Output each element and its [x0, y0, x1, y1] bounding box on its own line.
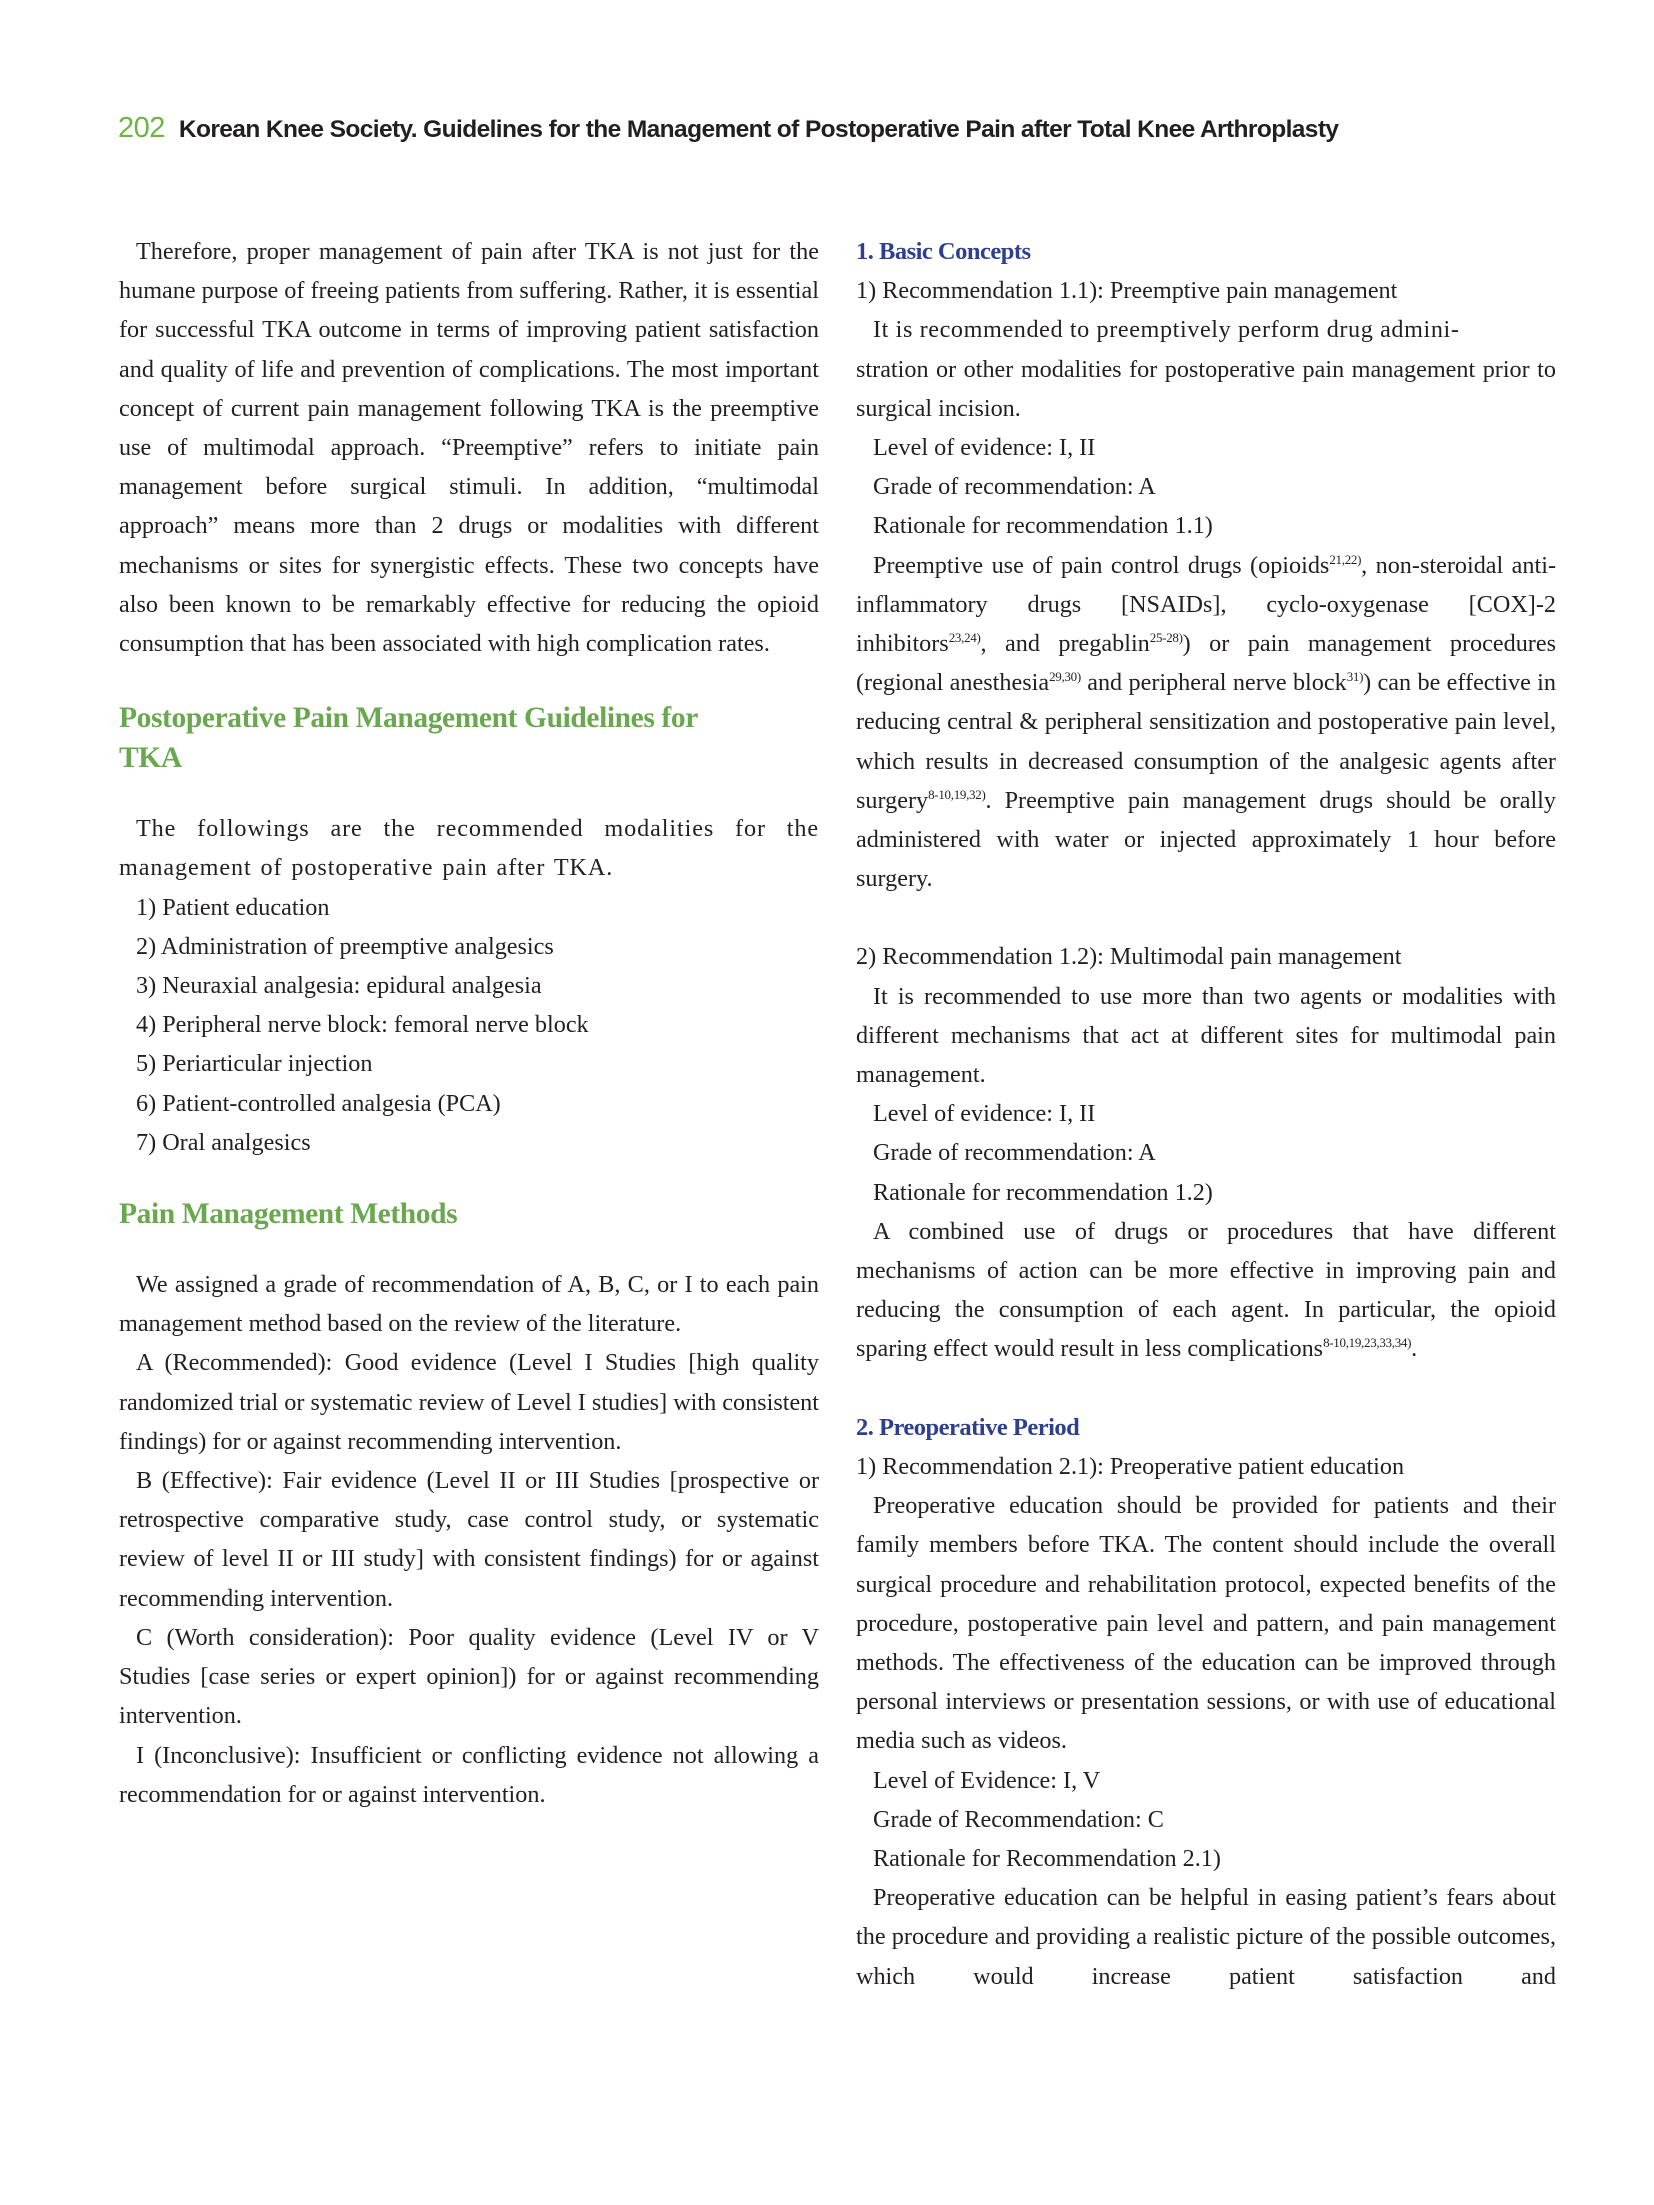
recommendation-2-1-statement: Preoperative education should be provided for patients and their family members before TKA. The content should include the overall surgical procedure and rehabilitation protocol, expected benefits of the procedure, postoperative pain level and pattern, and pain management methods. The effectiveness of the education can be improved through personal interviews or presentation sessions, or with use of educational media such as videos.: [856, 1492, 1556, 1755]
modality-item: 5) Periarticular injection: [136, 1050, 373, 1078]
rationale-text: A combined use of drugs or procedures that have different mechanisms of action can be more effective in improving pain and reducing the consumption of each agent. In particular, the opioid sparing effect would result in less complications: [856, 1217, 1556, 1363]
running-title: Korean Knee Society. Guidelines for the Management of Postoperative Pain after Total Knee Arthroplasty: [178, 116, 1339, 143]
recommendation-1-2-title: 2) Recommendation 1.2): Multimodal pain management: [856, 943, 1402, 971]
intro-paragraph: Therefore, proper management of pain after TKA is not just for the humane purpose of freeing patients from suffering. Rather, it is essential for successful TKA outcome in terms of improving patient satisfaction and quality of life and prevention of complications. The most important concept of current pain management following TKA is the preemptive use of multimodal approach. “Preemptive” refers to initiate pain management before surgical stimuli. In addition, “multimodal approach” means more than 2 drugs or modalities with different mechanisms or sites for synergistic effects. These two concepts have also been known to be remarkably effective for reducing the opioid consumption that has been associated with high complication rates.: [119, 238, 819, 658]
rationale-text: ) or pain management procedures (regional anesthesia: [856, 630, 1557, 697]
modality-item: 7) Oral analgesics: [136, 1128, 311, 1156]
rationale-label-1-1: Rationale for recommendation 1.1): [873, 512, 1213, 540]
grade-i-definition: I (Inconclusive): Insufficient or conflicting evidence not allowing a recommendation for or against intervention.: [119, 1741, 819, 1808]
rationale-text: Preemptive use of pain control drugs (opioids: [873, 551, 1330, 579]
modality-item: 2) Administration of preemptive analgesics: [136, 932, 554, 960]
rationale-text: .: [1411, 1335, 1418, 1363]
modalities-list: [119, 888, 819, 1162]
running-header: [118, 112, 1338, 145]
grade-a-definition: A (Recommended): Good evidence (Level I Studies [high quality randomized trial or systematic review of Level I studies] with consistent findings) for or against recommending intervention.: [119, 1349, 819, 1455]
methods-intro: We assigned a grade of recommendation of A, B, C, or I to each pain management method based on the review of the literature.: [119, 1271, 819, 1338]
level-of-evidence-1-2: Level of evidence: I, II: [873, 1100, 1096, 1128]
left-column: [119, 232, 819, 1814]
modality-item: 4) Peripheral nerve block: femoral nerve block: [136, 1011, 589, 1039]
citation: 8-10,19,23,33,34): [1323, 1335, 1412, 1351]
modality-item: 1) Patient education: [136, 893, 330, 921]
section-heading-guidelines: Postoperative Pain Management Guidelines for TKA: [119, 702, 698, 775]
citation: 29,30): [1049, 669, 1081, 685]
citation: 31): [1346, 669, 1364, 685]
recommendation-2-1-title: 1) Recommendation 2.1): Preoperative patient education: [856, 1452, 1405, 1480]
recommendation-1-1-title: 1) Recommendation 1.1): Preemptive pain management: [856, 277, 1398, 305]
grade-of-recommendation-1-1: Grade of recommendation: A: [873, 473, 1156, 501]
grade-c-definition: C (Worth consideration): Poor quality evidence (Level IV or V Studies [case series or expert opinion]) for or against recommending intervention.: [119, 1623, 819, 1730]
rationale-1-1: [856, 546, 1556, 899]
grade-b-definition: B (Effective): Fair evidence (Level II or III Studies [prospective or retrospective comparative study, case control study, or systematic review of level II or III study] with consistent findings) for or against recommending intervention.: [119, 1467, 819, 1612]
section-heading-methods: Pain Management Methods: [119, 1198, 458, 1231]
rationale-2-1: Preoperative education can be helpful in easing patient’s fears about the procedure and providing a realistic picture of the possible outcomes, which would increase patient satisfaction and: [856, 1884, 1556, 1990]
subsection-heading-basic-concepts: 1. Basic Concepts: [856, 238, 1031, 265]
level-of-evidence-1-1: Level of evidence: I, II: [873, 434, 1096, 462]
level-of-evidence-2-1: Level of Evidence: I, V: [873, 1766, 1101, 1794]
statement-rest: stration or other modalities for postoperative pain management prior to surgical incision.: [856, 355, 1556, 422]
guidelines-intro: The followings are the recommended modalities for the management of postoperative pain after TKA.: [119, 815, 819, 882]
modality-item: 6) Patient-controlled analgesia (PCA): [136, 1089, 501, 1117]
citation: 21,22): [1329, 551, 1362, 567]
grade-of-recommendation-1-2: Grade of recommendation: A: [873, 1139, 1156, 1167]
recommendation-1-1-statement: [856, 310, 1556, 428]
rationale-text: ) can be effective in reducing central & peripheral sensitization and postoperative pain level, which results in decreased consumption of the analgesic agents after surgery: [856, 669, 1556, 814]
rationale-text: and peripheral nerve block: [1080, 669, 1347, 697]
citation: 25-28): [1149, 630, 1183, 646]
rationale-text: , non-steroidal anti-inflammatory drugs [NSAIDs], cyclo-oxygenase [COX]-2 inhibitors: [856, 551, 1557, 658]
recommendation-1-2-statement: It is recommended to use more than two agents or modalities with different mechanisms that act at different sites for multimodal pain management.: [856, 982, 1556, 1089]
subsection-heading-preoperative-period: 2. Preoperative Period: [856, 1413, 1080, 1441]
right-column: [856, 232, 1556, 1996]
statement-line: It is recommended to preemptively perform drug admini-: [873, 316, 1460, 344]
rationale-label-1-2: Rationale for recommendation 1.2): [873, 1178, 1213, 1206]
modality-item: 3) Neuraxial analgesia: epidural analgesia: [136, 972, 542, 1000]
citation: 23,24): [948, 630, 981, 646]
rationale-label-2-1: Rationale for Recommendation 2.1): [873, 1844, 1221, 1872]
citation: 8-10,19,32): [928, 786, 986, 802]
page-number: 202: [118, 112, 165, 144]
rationale-1-2: [856, 1212, 1556, 1369]
rationale-text: . Preemptive pain management drugs should be orally administered with water or injected approximately 1 hour before surgery.: [856, 786, 1556, 893]
rationale-text: , and pregablin: [980, 630, 1150, 658]
grade-of-recommendation-2-1: Grade of Recommendation: C: [873, 1805, 1164, 1833]
